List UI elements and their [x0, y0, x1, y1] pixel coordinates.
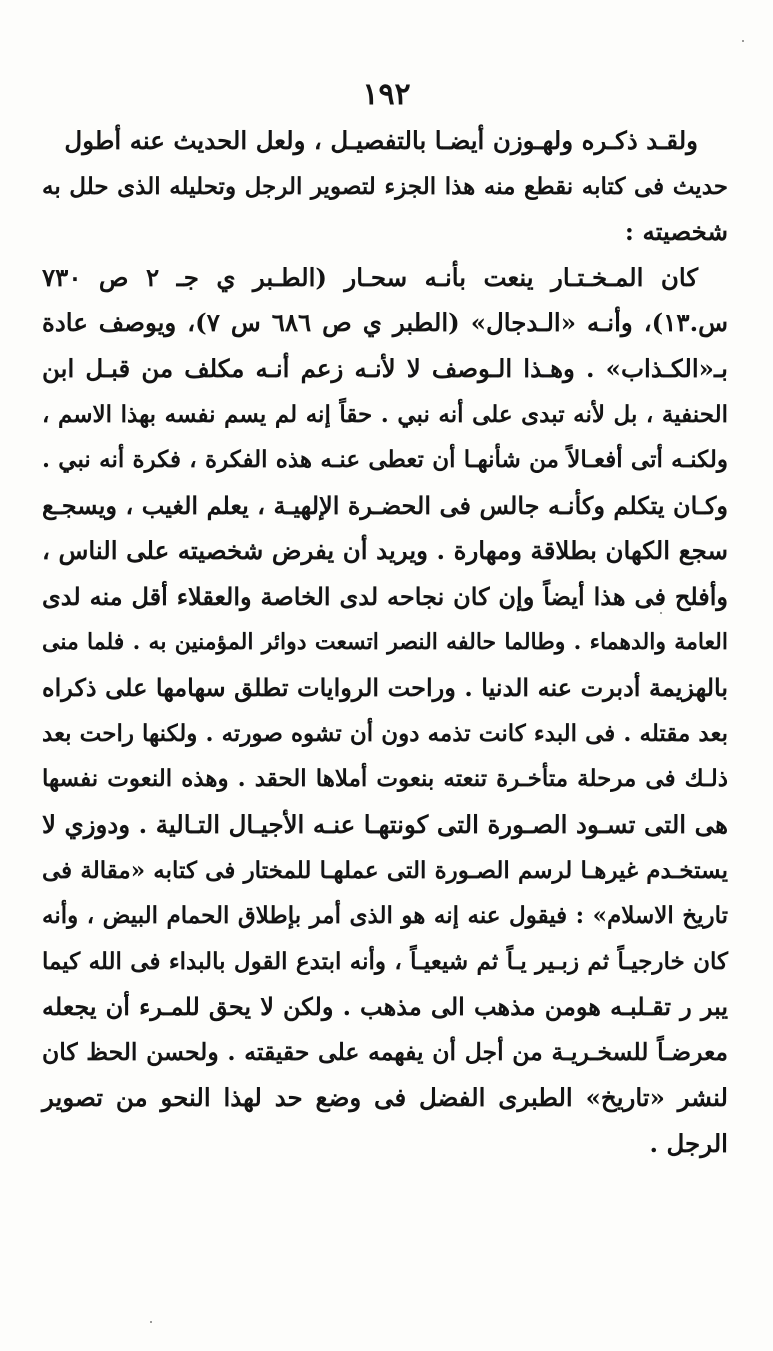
text-line: يبر ر تقـلبـه هومن مذهب الى مذهب . ولكن لا يحق للمـرء أن يجعله [42, 992, 728, 1022]
text-line: العامة والدهماء . وطالما حالفه النصر اتسعت دوائر المؤمنين به . فلما منى [42, 628, 728, 655]
scan-speck [660, 612, 662, 614]
scan-speck [742, 40, 744, 42]
text-line: سجع الكهان بطلاقة ومهارة . ويريد أن يفرض شخصيته على الناس ، [42, 536, 728, 566]
text-line: يستخـدم غيرهـا لرسم الصـورة التى عملهـا للمختار فى كتابه «مقالة فى [42, 856, 728, 884]
text-line: بـ«الكـذاب» . وهـذا الـوصف لا لأنـه زعم أنـه مكلف من قبـل ابن [42, 353, 728, 383]
text-line: وأفلح فى هذا أيضاً وإن كان نجاحه لدى الخاصة والعقلاء أقل منه لدى [42, 581, 728, 611]
text-line: الحنفية ، بل لأنه تبدى على أنه نبي . حقاً إنه لم يسم نفسه بهذا الاسم ، [42, 400, 728, 428]
text-line: الرجل . [649, 1129, 728, 1159]
text-line: ولقـد ذكـره ولهـوزن أيضـا بالتفصيـل ، ولعل الحديث عنه أطول [64, 126, 698, 155]
text-line: كان المـخـتـار ينعت بأنـه سحـار (الطـبر ي جـ ٢ ص ٧٣٠ [42, 262, 699, 292]
text-line: معرضـاً للسخـريـة من أجل أن يفهمه على حقيقته . ولحسن الحظ كان [42, 1037, 728, 1066]
text-line: بعد مقتله . فى البدء كانت تذمه دون أن تشوه صورته . ولكنها راحت بعد [42, 719, 728, 747]
text-line: س.١٣)، وأنـه «الـدجال» (الطبر ي ص ٦٨٦ س ٧)، ويوصف عادة [42, 308, 728, 338]
text-line: شخصيته : [624, 217, 728, 247]
text-line: كان خارجيـاً ثم زبـير يـاً ثم شيعيـاً ، وأنه ابتدع القول بالبداء فى الله كيما [42, 947, 728, 975]
text-line: تاريخ الاسلام» : فيقول عنه إنه هو الذى أمر بإطلاق الحمام البيض ، وأنه [42, 902, 728, 930]
text-line: وكـان يتكلم وكأنـه جالس فى الحضـرة الإلهيـة ، يعلم الغيب ، ويسجـع [42, 490, 728, 520]
body-text [42, 118, 728, 1167]
scan-speck [150, 1321, 152, 1323]
text-line: ولكنـه أتى أفعـالاً من شأنهـا أن تعطى عنـه هذه الفكرة ، فكرة أنه نبي . [42, 446, 728, 474]
page-number: ١٩٢ [362, 77, 411, 112]
text-line: ذلـك فى مرحلة متأخـرة تنعته بنعوت أملاها الحقد . وهذه النعوت نفسها [42, 765, 728, 793]
text-line: بالهزيمة أدبرت عنه الدنيا . وراحت الروايات تطلق سهامها على ذكراه [42, 673, 728, 703]
text-line: هى التى تسـود الصـورة التى كونتهـا عنـه الأجيـال التـالية . ودوزي لا [42, 809, 728, 839]
text-line: لنشر «تاريخ» الطبرى الفضل فى وضع حد لهذا النحو من تصوير [42, 1083, 728, 1113]
text-line: حديث فى كتابه نقطع منه هذا الجزء لتصوير الرجل وتحليله الذى حلل به [42, 172, 728, 200]
